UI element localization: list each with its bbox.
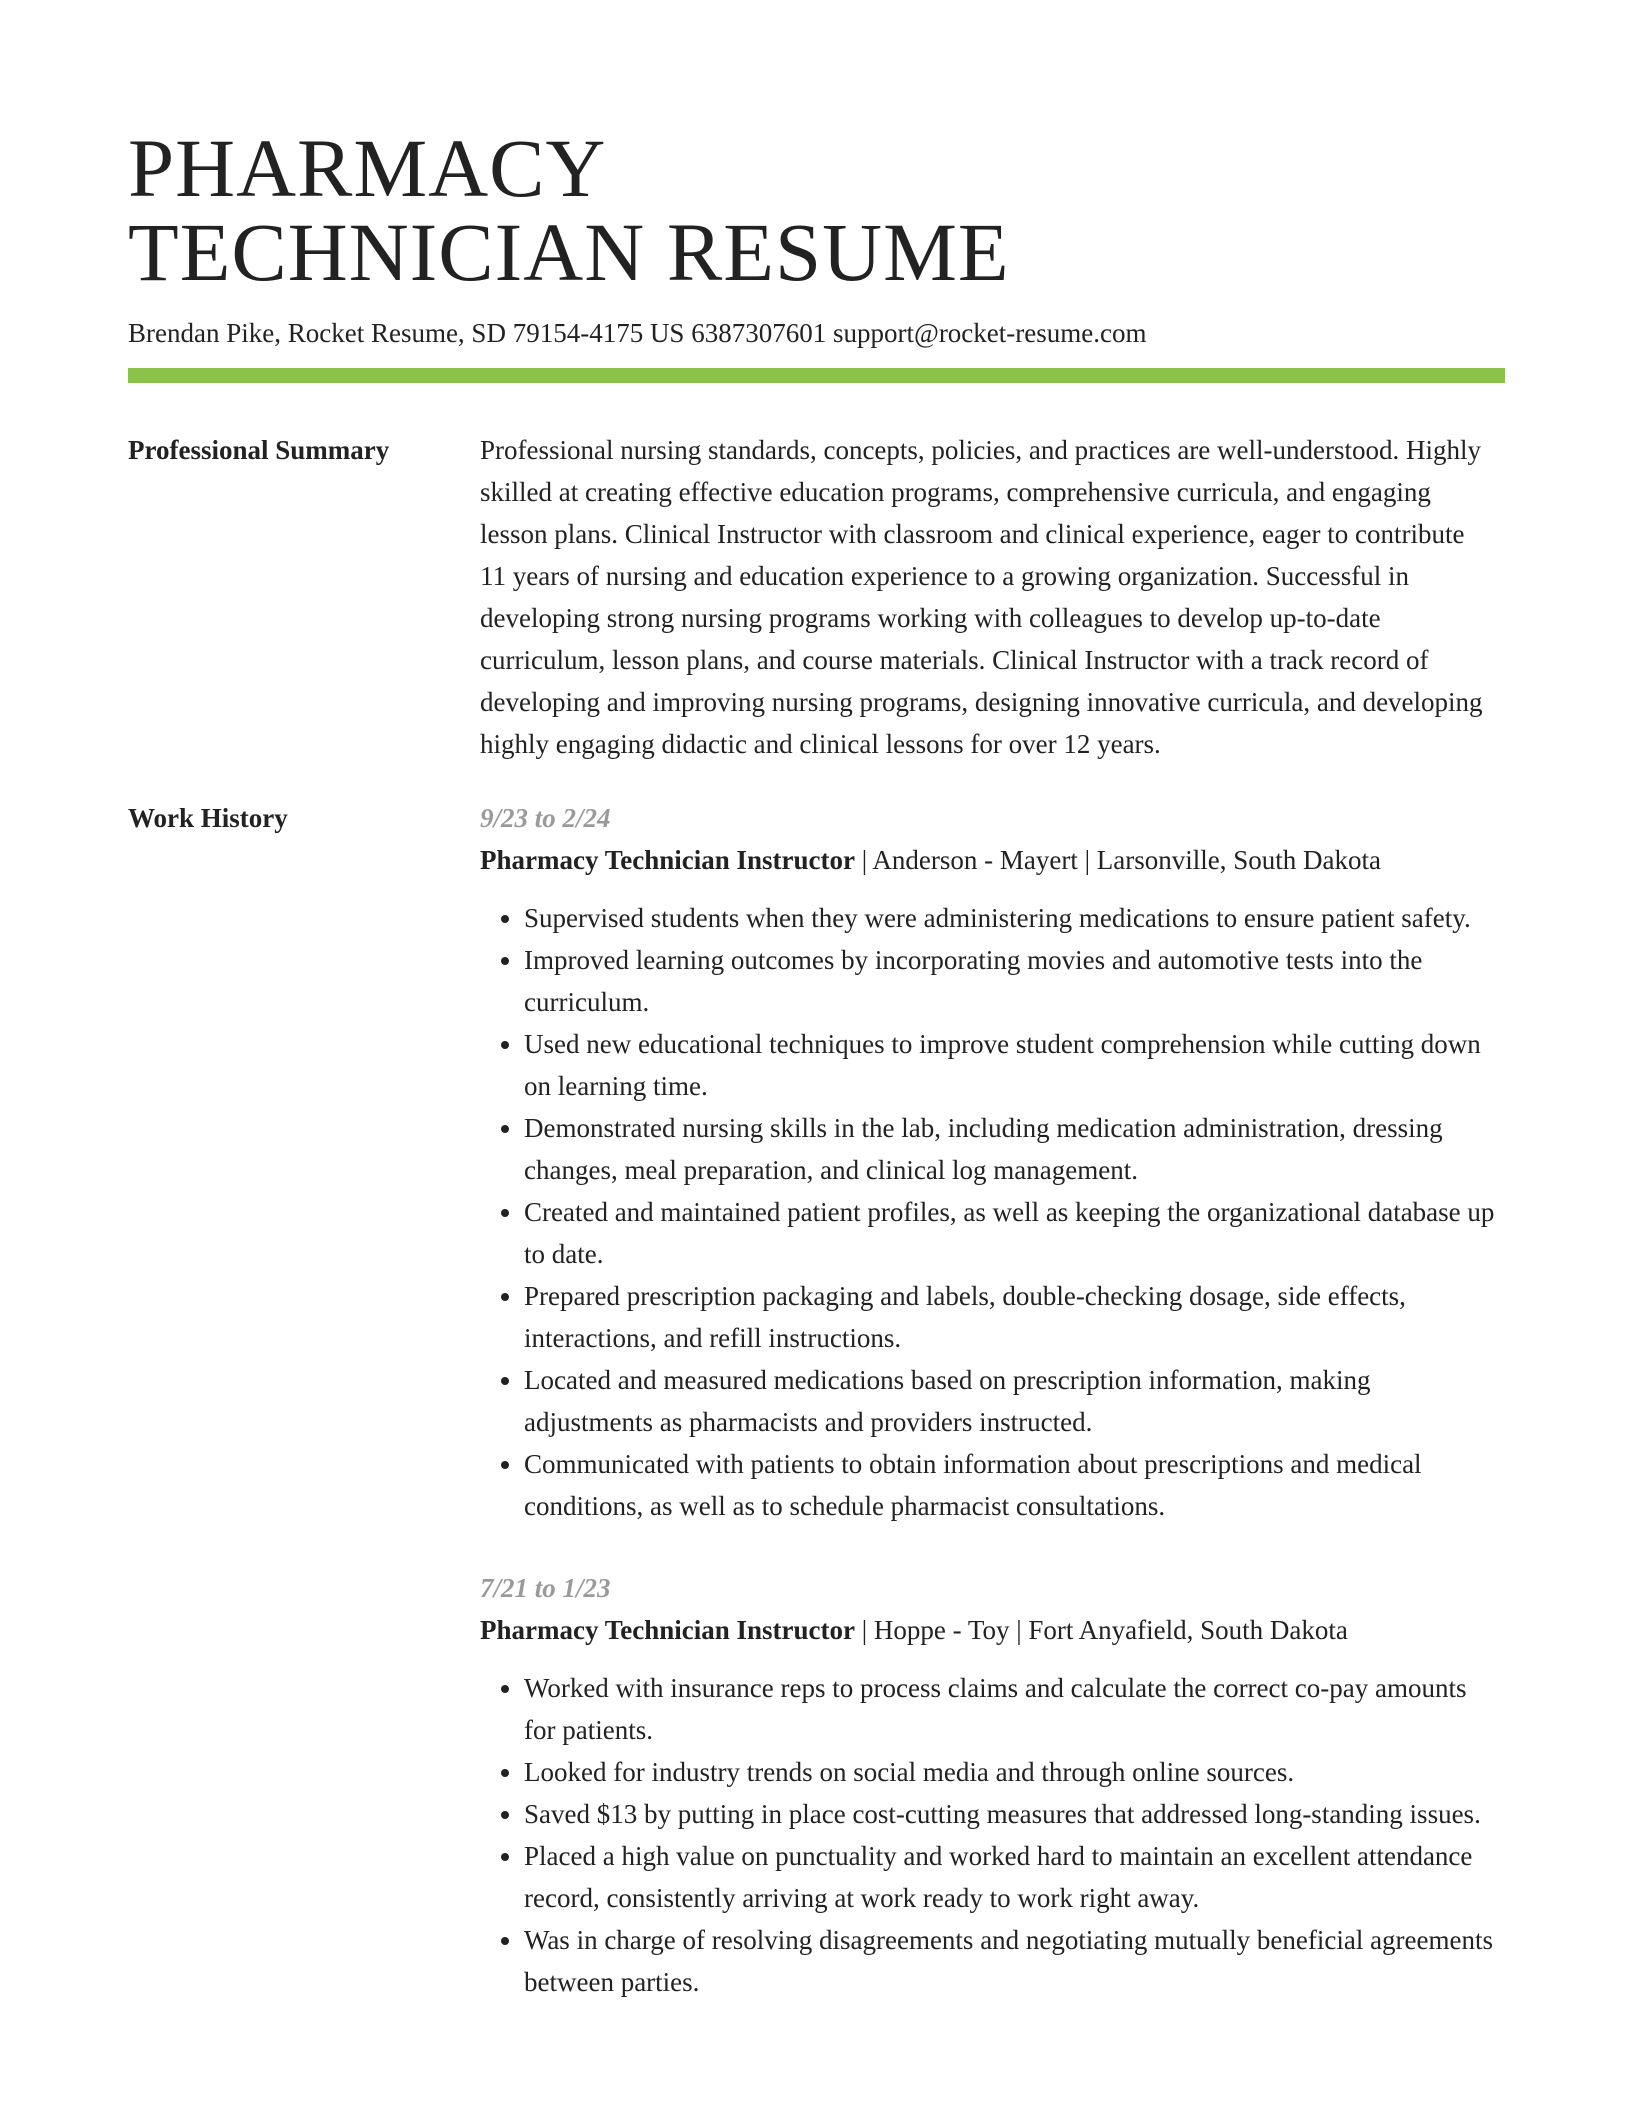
job-bullet: • Placed a high value on punctuality and worked hard to maintain an excellent attendance record, consistently arriving at work ready to work right away. — [524, 1835, 1505, 1919]
summary-text: Professional nursing standards, concepts, policies, and practices are well-understood. Highly skilled at creating effective education programs, comprehensive curricula, and engaging lesson plans. Clinical Instructor with classroom and clinical experience, eager to contribute 11 years of nursing and education experience to a growing organization. Successful in developing strong nursing programs working with colleagues to develop up-to-date curriculum, lesson plans, and course materials. Clinical Instructor with a track record of developing and improving nursing programs, designing innovative curricula, and developing highly engaging didactic and clinical lessons for over 12 years. — [480, 435, 1483, 759]
job-bullet: • Communicated with patients to obtain information about prescriptions and medical conditions, as well as to schedule pharmacist consultations. — [524, 1443, 1505, 1527]
job-entry — [480, 1567, 1505, 2003]
work-history-body — [480, 797, 1505, 2043]
summary-body — [480, 429, 1505, 765]
job-bullet: • Supervised students when they were administering medications to ensure patient safety. — [524, 897, 1505, 939]
job-bullet: • Improved learning outcomes by incorporating movies and automotive tests into the curriculum. — [524, 939, 1505, 1023]
job-bullet-list — [480, 897, 1505, 1527]
job-dates: 7/21 to 1/23 — [480, 1573, 611, 1603]
section-label-work-history: Work History — [128, 803, 288, 833]
job-dates: 9/23 to 2/24 — [480, 803, 611, 833]
contact-info: Brendan Pike, Rocket Resume, SD 79154-4175 US 6387307601 support@rocket-resume.com — [128, 318, 1147, 348]
work-history-section — [128, 797, 1505, 2043]
job-employer-location: | Hoppe - Toy | Fort Anyafield, South Dakota — [855, 1615, 1348, 1645]
job-bullet: • Created and maintained patient profiles, as well as keeping the organizational database up to date. — [524, 1191, 1505, 1275]
resume-title-line-2: TECHNICIAN RESUME — [128, 206, 1010, 298]
resume-title — [128, 0, 1505, 298]
job-bullet: • Saved $13 by putting in place cost-cutting measures that addressed long-standing issues. — [524, 1793, 1505, 1835]
professional-summary-section — [128, 429, 1505, 765]
job-bullet: • Demonstrated nursing skills in the lab, including medication administration, dressing changes, meal preparation, and clinical log management. — [524, 1107, 1505, 1191]
job-bullet: • Worked with insurance reps to process claims and calculate the correct co-pay amounts for patients. — [524, 1667, 1505, 1751]
section-label-professional-summary: Professional Summary — [128, 435, 390, 465]
job-bullet: • Located and measured medications based on prescription information, making adjustments as pharmacists and providers instructed. — [524, 1359, 1505, 1443]
job-heading — [480, 1609, 1505, 1651]
job-bullet: • Used new educational techniques to improve student comprehension while cutting down on learning time. — [524, 1023, 1505, 1107]
job-heading — [480, 839, 1505, 881]
job-bullet: • Was in charge of resolving disagreements and negotiating mutually beneficial agreements between parties. — [524, 1919, 1505, 2003]
job-employer-location: | Anderson - Mayert | Larsonville, South Dakota — [855, 845, 1381, 875]
resume-title-line-1: PHARMACY — [128, 122, 607, 214]
header-divider — [128, 368, 1505, 383]
job-entry — [480, 797, 1505, 1527]
job-bullet: • Looked for industry trends on social media and through online sources. — [524, 1751, 1505, 1793]
job-title: Pharmacy Technician Instructor — [480, 845, 855, 875]
job-bullet-list — [480, 1667, 1505, 2003]
job-title: Pharmacy Technician Instructor — [480, 1615, 855, 1645]
resume-page — [128, 0, 1505, 2043]
job-bullet: • Prepared prescription packaging and labels, double-checking dosage, side effects, interactions, and refill instructions. — [524, 1275, 1505, 1359]
